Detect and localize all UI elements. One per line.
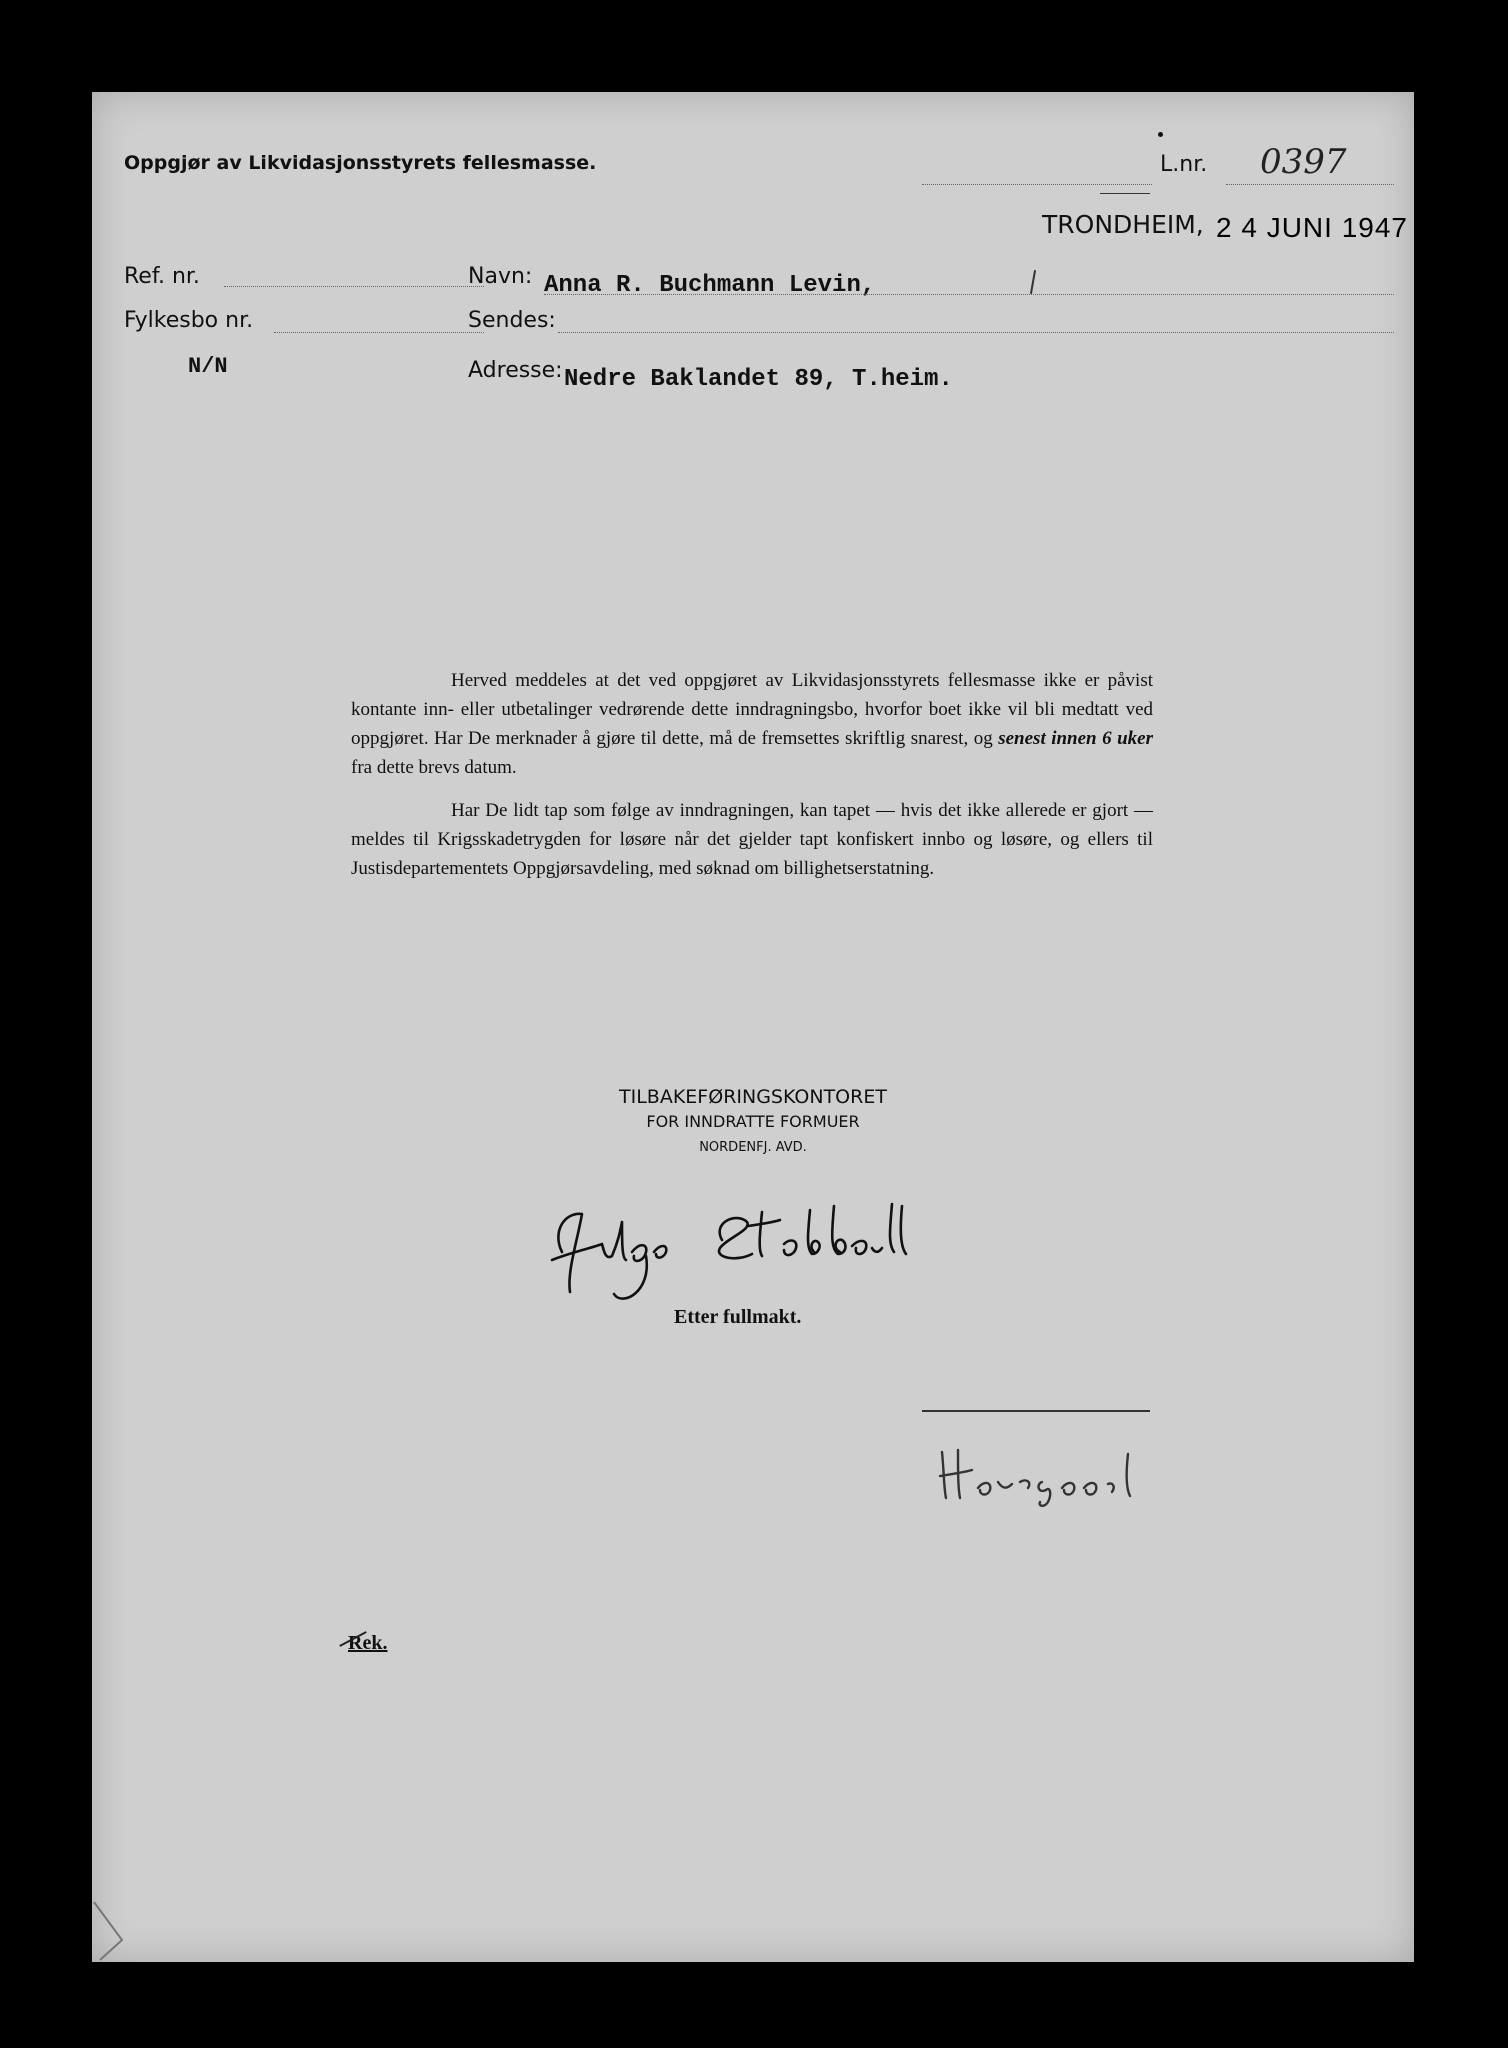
signature-caption: Etter fullmakt. (674, 1306, 802, 1328)
navn-dotted-line (544, 294, 1394, 295)
sendes-label: Sendes: (468, 308, 556, 333)
adresse-value: Nedre Baklandet 89, T.heim. (564, 366, 953, 393)
handwritten-signature (522, 1182, 1062, 1312)
rek-mark: Rek. (348, 1632, 388, 1654)
corner-fold-mark (92, 1900, 132, 1962)
fylkesbo-dotted-line (274, 332, 484, 333)
navn-value: Anna R. Buchmann Levin, (544, 272, 876, 299)
tick-mark (1030, 270, 1036, 294)
letter-header-title: Oppgjør av Likvidasjonsstyrets fellesmasse. (124, 152, 597, 174)
letter-body (351, 666, 1153, 897)
navn-label: Navn: (468, 264, 533, 289)
office-line-3: NORDENFJ. AVD. (699, 1140, 807, 1155)
fylkesbo-label: Fylkesbo nr. (124, 308, 254, 333)
place-name: TRONDHEIM, (1042, 210, 1204, 239)
handwritten-initials (932, 1432, 1172, 1512)
ref-label: Ref. nr. (124, 264, 200, 289)
header-dotted-line (922, 184, 1152, 185)
ref-dotted-line (224, 286, 484, 287)
letter-sheet (92, 92, 1414, 1962)
dot-mark (1158, 132, 1163, 137)
initials-rule (922, 1410, 1150, 1412)
office-line-2: FOR INNDRATTE FORMUER (646, 1112, 860, 1131)
body-para1-text: Herved meddeles at det ved oppgjøret av Likvidasjonsstyrets fellesmasse ikke er påvist kontante inn- eller utbetalinger vedrørende dette inndragningsbo, hvorfor boet ikke vil bli medtatt ved oppgjøret. Har De merknader å gjøre til dette, må de fremsettes skriftlig snarest, og (351, 670, 1153, 749)
sendes-dotted-line (558, 332, 1394, 333)
adresse-label: Adresse: (468, 358, 563, 383)
lnr-underline (1100, 193, 1150, 194)
body-paragraph-1 (351, 666, 1153, 782)
body-para1-emphasis: senest innen 6 uker (998, 728, 1154, 749)
nn-value: N/N (188, 354, 228, 379)
body-para1-end: fra dette brevs datum. (351, 757, 517, 778)
body-paragraph-2: Har De lidt tap som følge av inndragningen, kan tapet — hvis det ikke allerede er gjort — meldes til Krigsskadetrygden for løsøre når det gjelder tapt konfiskert innbo og løsøre, og ellers til Justisdepartementets Oppgjørsavdeling, med søknad om billighetserstatning. (351, 800, 1153, 879)
lnr-dotted-line (1226, 184, 1394, 185)
office-line-1: TILBAKEFØRINGSKONTORET (619, 1086, 887, 1108)
lnr-label: L.nr. (1160, 152, 1208, 177)
lnr-value: 0397 (1260, 142, 1347, 182)
date-stamp: 2 4 JUNI 1947 (1216, 212, 1408, 243)
